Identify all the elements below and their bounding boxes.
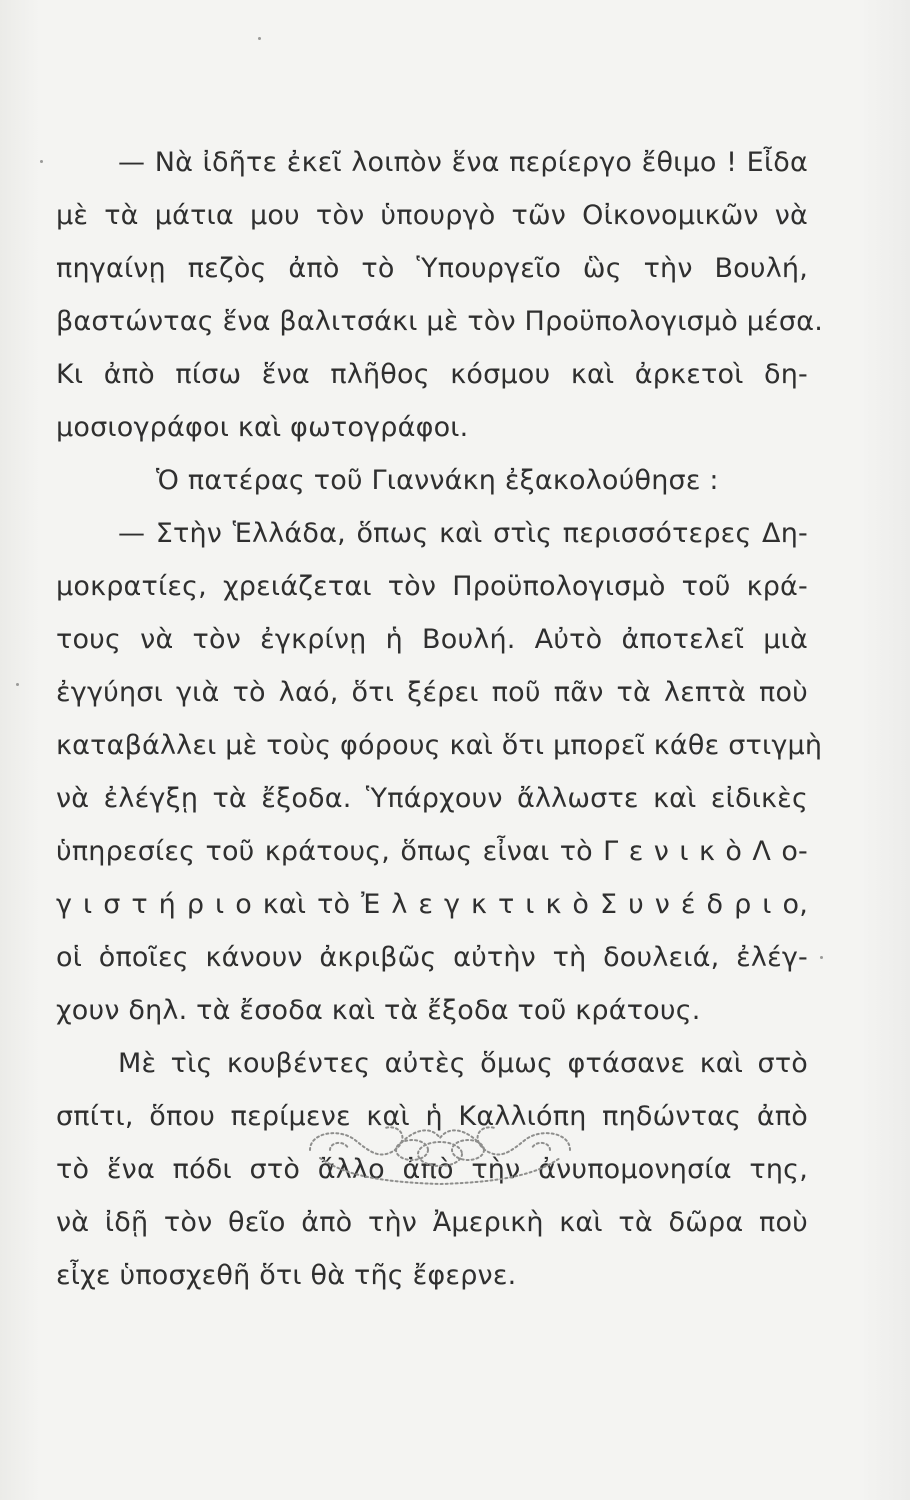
text-line: καταβάλλει μὲ τοὺς φόρους καὶ ὅτι μπορεῖ κάθε στιγμὴ bbox=[56, 730, 823, 761]
text-line: Κι ἀπὸ πίσω ἕνα πλῆθος κόσμου καὶ ἀρκετοὶ δη- bbox=[56, 359, 808, 390]
paper-speck bbox=[820, 956, 823, 959]
text-line: Ὁ πατέρας τοῦ Γιαννάκη ἐξακολούθησε : bbox=[156, 465, 719, 496]
text-line: μοκρατίες, χρειάζεται τὸν Προϋπολογισμὸ τοῦ κρά- bbox=[56, 571, 808, 602]
text-line: τὸ ἕνα πόδι στὸ ἄλλο ἀπὸ τὴν ἀνυπομονησία της, bbox=[56, 1154, 808, 1185]
paper-speck bbox=[40, 160, 43, 163]
text-line: γ ι σ τ ή ρ ι ο καὶ τὸ Ἐ λ ε γ κ τ ι κ ὸ Σ υ ν έ δ ρ ι ο, bbox=[56, 889, 808, 920]
text-line: χουν δηλ. τὰ ἔσοδα καὶ τὰ ἔξοδα τοῦ κράτους. bbox=[56, 995, 701, 1026]
paper-speck bbox=[16, 683, 19, 686]
paper-speck bbox=[258, 37, 261, 40]
text-line: μὲ τὰ μάτια μου τὸν ὑπουργὸ τῶν Οἰκονομικῶν νὰ bbox=[56, 200, 808, 231]
text-line: βαστώντας ἕνα βαλιτσάκι μὲ τὸν Προϋπολογισμὸ μέσα. bbox=[56, 306, 823, 337]
text-line: τους νὰ τὸν ἐγκρίνῃ ἡ Βουλή. Αὐτὸ ἀποτελεῖ μιὰ bbox=[56, 624, 808, 655]
text-line: ὑπηρεσίες τοῦ κράτους, ὅπως εἶναι τὸ Γ ε ν ι κ ὸ Λ ο- bbox=[56, 836, 808, 867]
text-line: — Νὰ ἰδῆτε ἐκεῖ λοιπὸν ἕνα περίεργο ἔθιμο ! Εἶδα bbox=[118, 147, 808, 178]
text-line: εἶχε ὑποσχεθῆ ὅτι θὰ τῆς ἔφερνε. bbox=[56, 1260, 517, 1291]
ornament-icon bbox=[300, 1110, 580, 1200]
text-line: νὰ ἐλέγξῃ τὰ ἔξοδα. Ὑπάρχουν ἄλλωστε καὶ εἰδικὲς bbox=[56, 783, 808, 814]
text-line: οἱ ὁποῖες κάνουν ἀκριβῶς αὐτὴν τὴ δουλειά, ἐλέγ- bbox=[56, 942, 808, 973]
text-line: Μὲ τὶς κουβέντες αὐτὲς ὅμως φτάσανε καὶ στὸ bbox=[118, 1048, 808, 1079]
text-line: πηγαίνῃ πεζὸς ἀπὸ τὸ Ὑπουργεῖο ὣς τὴν Βουλή, bbox=[56, 253, 808, 284]
text-line: μοσιογράφοι καὶ φωτογράφοι. bbox=[56, 412, 469, 443]
text-line: ἐγγύησι γιὰ τὸ λαό, ὅτι ξέρει ποῦ πᾶν τὰ λεπτὰ ποὺ bbox=[56, 677, 808, 708]
text-line: νὰ ἰδῇ τὸν θεῖο ἀπὸ τὴν Ἀμερικὴ καὶ τὰ δῶρα ποὺ bbox=[56, 1207, 808, 1238]
text-line: σπίτι, ὅπου περίμενε καὶ ἡ Καλλιόπη πηδώντας ἀπὸ bbox=[56, 1101, 808, 1132]
text-line: — Στὴν Ἑλλάδα, ὅπως καὶ στὶς περισσότερες Δη- bbox=[118, 518, 808, 549]
